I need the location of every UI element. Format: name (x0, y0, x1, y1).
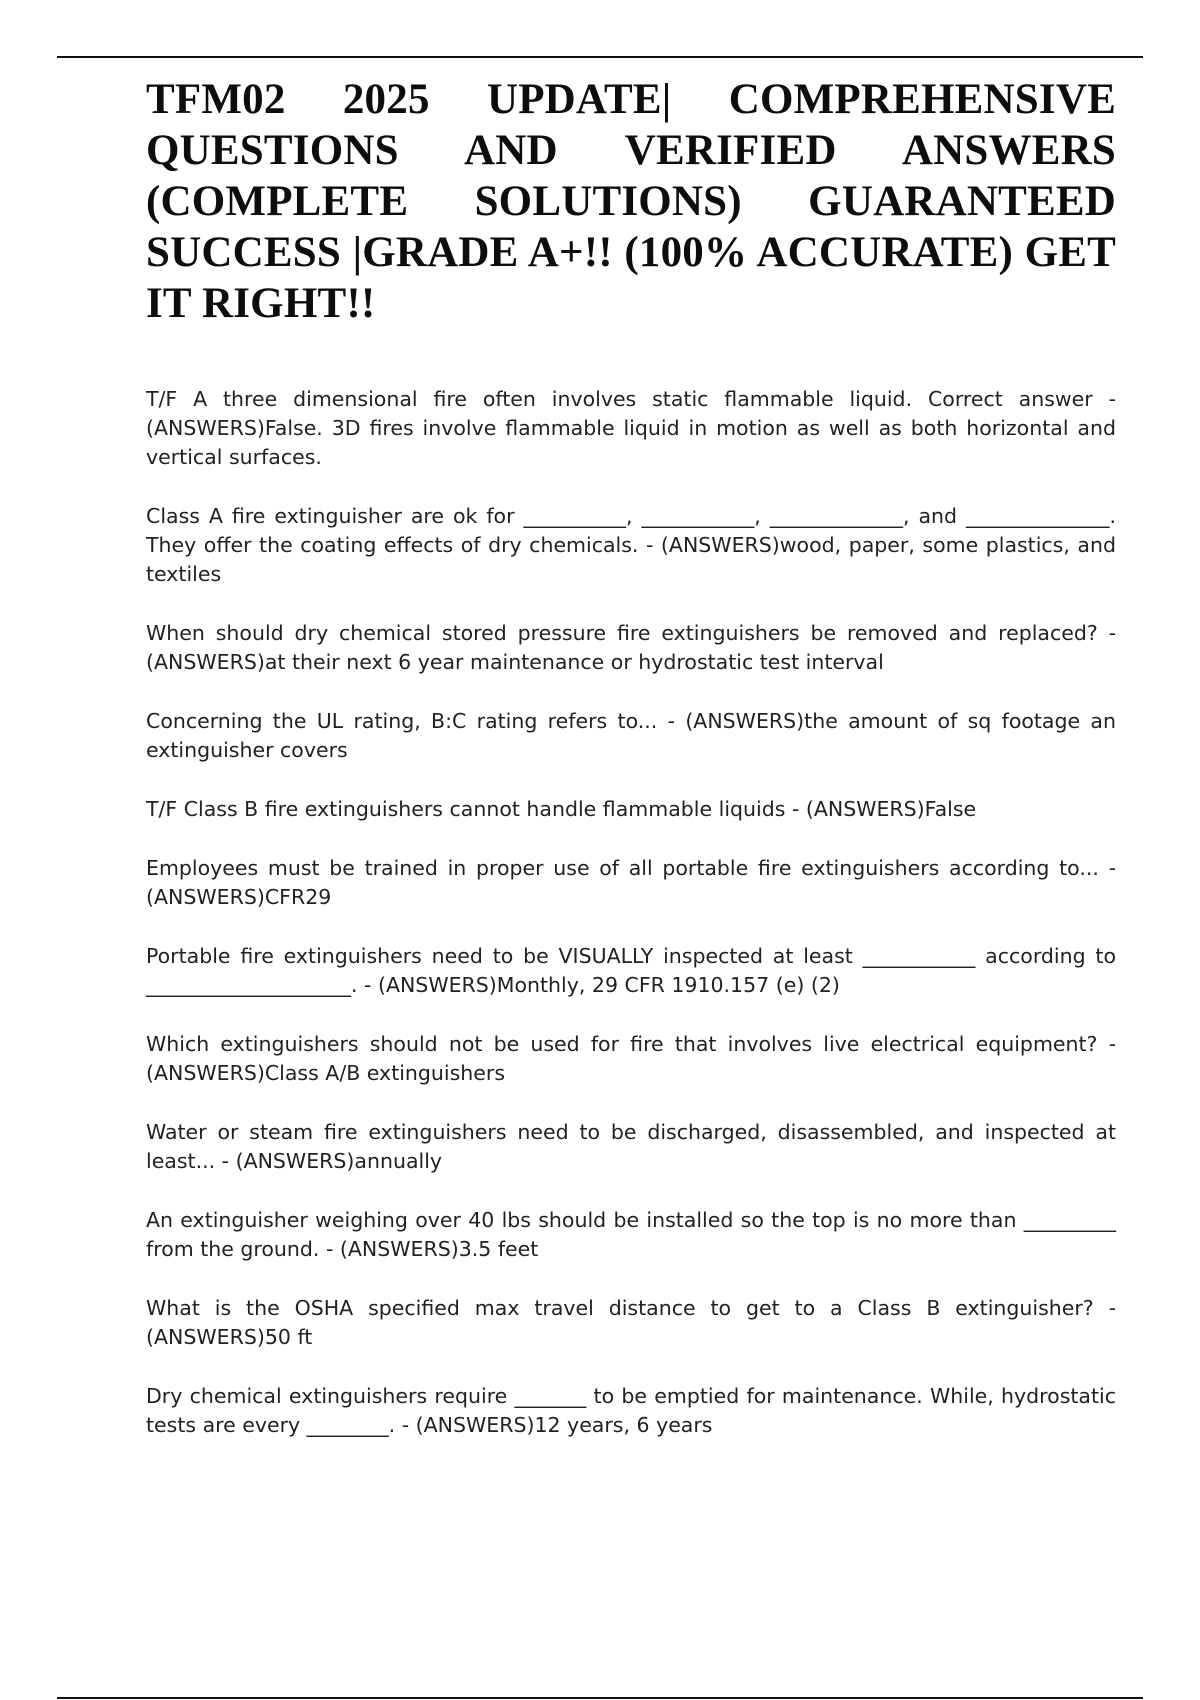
qa-item: Which extinguishers should not be used for fire that involves live electrical equipment? - (ANSWERS)Class A/B extinguishers (146, 1032, 1116, 1085)
qa-item: Water or steam fire extinguishers need to be discharged, disassembled, and inspected at least... - (ANSWERS)annually (146, 1120, 1116, 1173)
document-title: TFM02 2025 UPDATE| COMPREHENSIVE QUESTIONS AND VERIFIED ANSWERS (COMPLETE SOLUTIONS) GUARANTEED SUCCESS |GRADE A+!! (100% ACCURATE) GET IT RIGHT!! (146, 76, 1116, 327)
qa-item: Dry chemical extinguishers require _______ to be emptied for maintenance. While, hydrostatic tests are every ________. - (ANSWERS)12 years, 6 years (146, 1384, 1116, 1437)
document-body (146, 74, 1116, 1470)
qa-item: An extinguisher weighing over 40 lbs should be installed so the top is no more than _________ from the ground. - (ANSWERS)3.5 feet (146, 1208, 1116, 1261)
qa-item: What is the OSHA specified max travel distance to get to a Class B extinguisher? - (ANSWERS)50 ft (146, 1296, 1116, 1349)
qa-item: T/F A three dimensional fire often involves static flammable liquid. Correct answer - (ANSWERS)False. 3D fires involve flammable liquid in motion as well as both horizontal and vertical surfaces. (146, 387, 1116, 469)
bottom-rule (57, 1697, 1143, 1699)
qa-list (146, 385, 1116, 1440)
qa-item: Portable fire extinguishers need to be VISUALLY inspected at least ___________ according to ____________________. - (ANSWERS)Monthly, 29 CFR 1910.157 (e) (2) (146, 944, 1116, 997)
qa-item: T/F Class B fire extinguishers cannot handle flammable liquids - (ANSWERS)False (146, 797, 977, 821)
qa-item: Concerning the UL rating, B:C rating refers to... - (ANSWERS)the amount of sq footage an extinguisher covers (146, 709, 1116, 762)
qa-item: Class A fire extinguisher are ok for __________, ___________, _____________, and ______________. They offer the coating effects of dry chemicals. - (ANSWERS)wood, paper, some plastics, and textiles (146, 504, 1116, 586)
qa-item: Employees must be trained in proper use of all portable fire extinguishers according to... - (ANSWERS)CFR29 (146, 856, 1116, 909)
top-rule (57, 56, 1143, 58)
qa-item: When should dry chemical stored pressure fire extinguishers be removed and replaced? - (ANSWERS)at their next 6 year maintenance or hydrostatic test interval (146, 621, 1116, 674)
